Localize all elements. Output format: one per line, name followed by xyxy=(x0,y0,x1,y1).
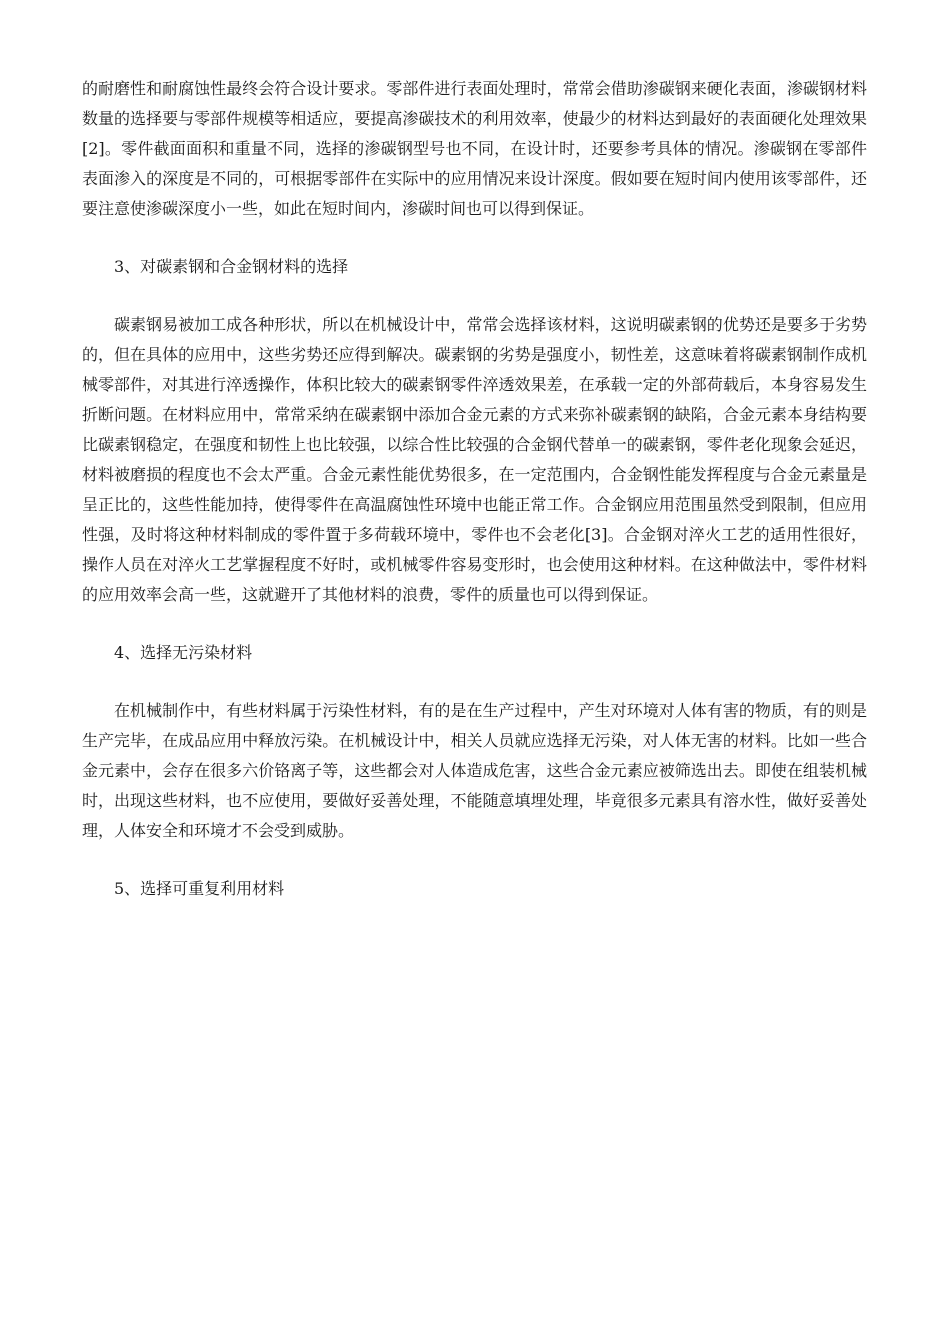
section-heading-5: 5、选择可重复利用材料 xyxy=(114,879,285,898)
paragraph-carburizing-steel: 的耐磨性和耐腐蚀性最终会符合设计要求。零部件进行表面处理时，常常会借助渗碳钢来硬化表面，渗碳钢材料数量的选择要与零部件规模等相适应，要提高渗碳技术的利用效率，使最少的材料达到最好的表面硬化处理效果[2]。零件截面面积和重量不同，选择的渗碳钢型号也不同，在设计时，还要参考具体的情况。渗碳钢在零部件表面渗入的深度是不同的，可根据零部件在实际中的应用情况来设计深度。假如要在短时间内使用该零部件，还要注意使渗碳深度小一些，如此在短时间内，渗碳时间也可以得到保证。 xyxy=(82,79,867,218)
paragraph-pollution-free: 在机械制作中，有些材料属于污染性材料，有的是在生产过程中，产生对环境对人体有害的物质，有的则是生产完毕，在成品应用中释放污染。在机械设计中，相关人员就应选择无污染，对人体无害的材料。比如一些合金元素中，会存在很多六价铬离子等，这些都会对人体造成危害，这些合金元素应被筛选出去。即使在组装机械时，出现这些材料，也不应使用，要做好妥善处理，不能随意填埋处理，毕竟很多元素具有溶水性，做好妥善处理，人体安全和环境才不会受到威胁。 xyxy=(82,701,867,840)
paragraph-carbon-alloy-steel: 碳素钢易被加工成各种形状，所以在机械设计中，常常会选择该材料，这说明碳素钢的优势还是要多于劣势的，但在具体的应用中，这些劣势还应得到解决。碳素钢的劣势是强度小，韧性差，这意味着将碳素钢制作成机械零部件，对其进行淬透操作，体积比较大的碳素钢零件淬透效果差，在承载一定的外部荷载后，本身容易发生折断问题。在材料应用中，常常采纳在碳素钢中添加合金元素的方式来弥补碳素钢的缺陷，合金元素本身结构要比碳素钢稳定，在强度和韧性上也比较强，以综合性比较强的合金钢代替单一的碳素钢，零件老化现象会延迟，材料被磨损的程度也不会太严重。合金元素性能优势很多，在一定范围内，合金钢性能发挥程度与合金元素量是呈正比的，这些性能加持，使得零件在高温腐蚀性环境中也能正常工作。合金钢应用范围虽然受到限制，但应用性强，及时将这种材料制成的零件置于多荷载环境中，零件也不会老化[3]。合金钢对淬火工艺的适用性很好，操作人员在对淬火工艺掌握程度不好时，或机械零件容易变形时，也会使用这种材料。在这种做法中，零件材料的应用效率会高一些，这就避开了其他材料的浪费，零件的质量也可以得到保证。 xyxy=(82,315,867,604)
document-body xyxy=(82,74,867,932)
section-heading-4: 4、选择无污染材料 xyxy=(114,643,253,662)
section-heading-3: 3、对碳素钢和合金钢材料的选择 xyxy=(114,257,349,276)
